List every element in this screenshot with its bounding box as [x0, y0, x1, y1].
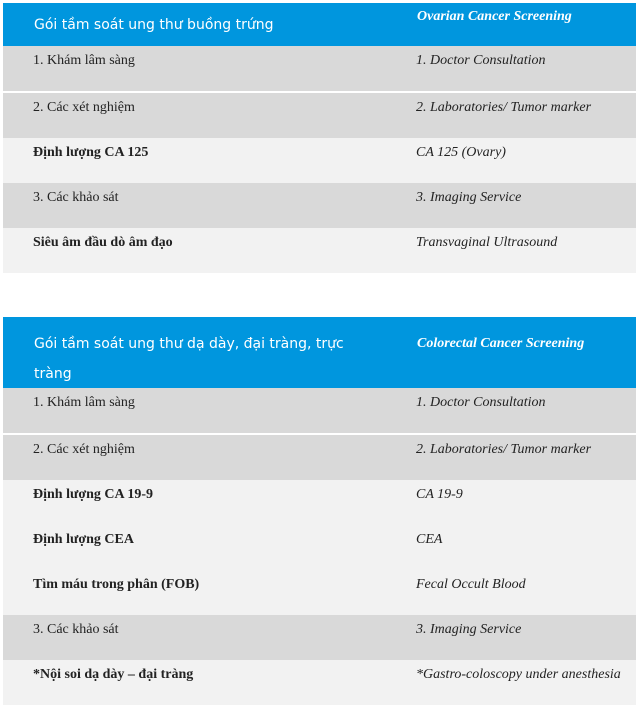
- ovarian-title-en: Ovarian Cancer Screening: [417, 9, 572, 24]
- row-label-vi: Định lượng CEA: [33, 532, 134, 547]
- row-label-vi: Tìm máu trong phân (FOB): [33, 577, 200, 592]
- ovarian-table-header: [3, 3, 636, 46]
- table-row: [3, 388, 636, 433]
- table-row: [3, 433, 636, 480]
- row-label-vi: Định lượng CA 19-9: [33, 487, 154, 502]
- table-row: [3, 183, 636, 228]
- row-label-vi: 2. Các xét nghiệm: [33, 442, 135, 457]
- ovarian-screening-table: [3, 3, 636, 273]
- colorectal-title-vi-line1: Gói tầm soát ung thư dạ dày, đại tràng, trực: [34, 336, 344, 352]
- row-label-en: 2. Laboratories/ Tumor marker: [416, 442, 592, 457]
- table-row: [3, 138, 636, 183]
- row-label-vi: 1. Khám lâm sàng: [33, 53, 135, 68]
- row-label-vi: 3. Các khảo sát: [33, 190, 119, 205]
- table-row: [3, 228, 636, 273]
- colorectal-table-header: [3, 317, 636, 388]
- row-label-vi: Định lượng CA 125: [33, 145, 149, 160]
- table-row: [3, 570, 636, 615]
- row-label-en: CA 125 (Ovary): [416, 145, 506, 160]
- row-label-en: 3. Imaging Service: [416, 622, 522, 637]
- row-label-en: Fecal Occult Blood: [416, 577, 526, 592]
- table-row: [3, 46, 636, 91]
- row-label-vi: 1. Khám lâm sàng: [33, 395, 135, 410]
- row-label-vi: 3. Các khảo sát: [33, 622, 119, 637]
- table-row: [3, 480, 636, 525]
- row-label-vi: 2. Các xét nghiệm: [33, 100, 135, 115]
- table-row: [3, 615, 636, 660]
- colorectal-title-en: Colorectal Cancer Screening: [417, 336, 585, 351]
- row-label-en: 2. Laboratories/ Tumor marker: [416, 100, 592, 115]
- row-label-en: Transvaginal Ultrasound: [416, 235, 558, 250]
- row-label-vi: *Nội soi dạ dày – đại tràng: [33, 667, 194, 682]
- row-label-vi: Siêu âm đầu dò âm đạo: [33, 235, 173, 250]
- colorectal-screening-table: [3, 317, 636, 705]
- row-label-en: 1. Doctor Consultation: [416, 53, 546, 68]
- colorectal-title-vi-line2: tràng: [34, 366, 72, 382]
- table-row: [3, 660, 636, 705]
- colorectal-title-vi: [3, 317, 386, 388]
- row-label-en: CEA: [416, 532, 443, 547]
- table-row: [3, 91, 636, 138]
- ovarian-title-vi: Gói tầm soát ung thư buồng trứng: [34, 17, 274, 33]
- row-label-en: *Gastro-coloscopy under anesthesia: [416, 667, 621, 682]
- table-row: [3, 525, 636, 570]
- row-label-en: CA 19-9: [416, 487, 463, 502]
- row-label-en: 3. Imaging Service: [416, 190, 522, 205]
- row-label-en: 1. Doctor Consultation: [416, 395, 546, 410]
